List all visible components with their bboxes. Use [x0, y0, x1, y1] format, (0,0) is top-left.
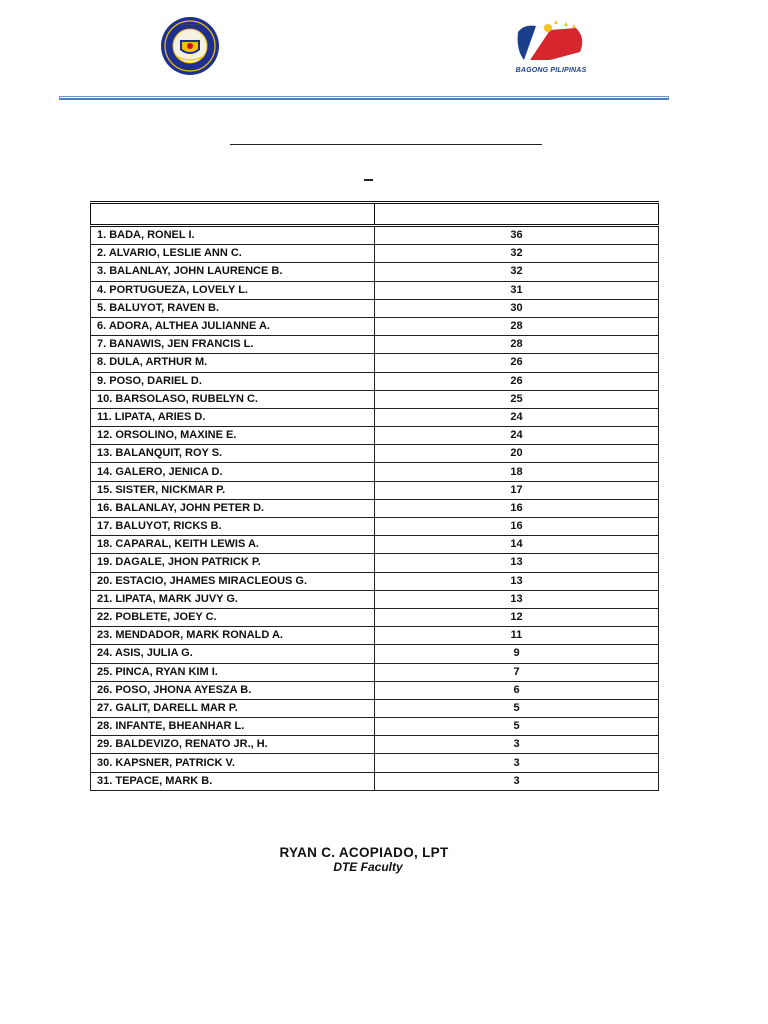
student-name: 4. PORTUGUEZA, LOVELY L.: [91, 281, 375, 299]
table-row: [91, 427, 659, 445]
table-row: [91, 681, 659, 699]
student-name: 10. BARSOLASO, RUBELYN C.: [91, 390, 375, 408]
student-name: 24. ASIS, JULIA G.: [91, 645, 375, 663]
table-row: [91, 463, 659, 481]
table-row: [91, 408, 659, 426]
table-row: [91, 554, 659, 572]
table-row: [91, 299, 659, 317]
student-score: 7: [375, 663, 659, 681]
student-score: 13: [375, 572, 659, 590]
student-score: 13: [375, 590, 659, 608]
student-score: 25: [375, 390, 659, 408]
student-name: 3. BALANLAY, JOHN LAURENCE B.: [91, 263, 375, 281]
table-row: [91, 354, 659, 372]
table-row: [91, 245, 659, 263]
table-row: [91, 772, 659, 790]
bagong-pilipinas-logo: [510, 20, 592, 74]
student-score: 18: [375, 463, 659, 481]
student-name: 13. BALANQUIT, ROY S.: [91, 445, 375, 463]
student-score: 9: [375, 645, 659, 663]
student-name: 31. TEPACE, MARK B.: [91, 772, 375, 790]
student-name: 6. ADORA, ALTHEA JULIANNE A.: [91, 317, 375, 335]
student-score: 36: [375, 226, 659, 245]
student-score: 28: [375, 336, 659, 354]
student-score: 24: [375, 408, 659, 426]
student-name: 21. LIPATA, MARK JUVY G.: [91, 590, 375, 608]
table-row: [91, 536, 659, 554]
student-name: 12. ORSOLINO, MAXINE E.: [91, 427, 375, 445]
table-row: [91, 518, 659, 536]
student-score: 11: [375, 627, 659, 645]
table-row: [91, 608, 659, 626]
student-name: 18. CAPARAL, KEITH LEWIS A.: [91, 536, 375, 554]
table-row: [91, 372, 659, 390]
student-name: 5. BALUYOT, RAVEN B.: [91, 299, 375, 317]
student-score: 3: [375, 736, 659, 754]
score-table: [90, 201, 659, 791]
header-cell-name: [91, 203, 375, 226]
table-row: [91, 499, 659, 517]
table-body: [91, 226, 659, 791]
svg-text:· · · · · · · ·: · · · · · · · ·: [180, 22, 200, 27]
student-score: 14: [375, 536, 659, 554]
student-score: 31: [375, 281, 659, 299]
header-cell-score: [375, 203, 659, 226]
table-row: [91, 336, 659, 354]
student-name: 2. ALVARIO, LESLIE ANN C.: [91, 245, 375, 263]
student-score: 3: [375, 754, 659, 772]
student-score: 5: [375, 718, 659, 736]
student-score: 26: [375, 354, 659, 372]
table-row: [91, 754, 659, 772]
table-row: [91, 445, 659, 463]
student-name: 26. POSO, JHONA AYESZA B.: [91, 681, 375, 699]
subtitle-dash: [364, 179, 373, 181]
student-score: 12: [375, 608, 659, 626]
table-row: [91, 226, 659, 245]
student-score: 17: [375, 481, 659, 499]
table-row: [91, 645, 659, 663]
header-divider: [59, 96, 669, 100]
table-row: [91, 627, 659, 645]
table-row: [91, 481, 659, 499]
student-score: 16: [375, 518, 659, 536]
table-row: [91, 590, 659, 608]
student-name: 28. INFANTE, BHEANHAR L.: [91, 718, 375, 736]
student-name: 1. BADA, RONEL I.: [91, 226, 375, 245]
student-score: 26: [375, 372, 659, 390]
table-row: [91, 317, 659, 335]
student-name: 25. PINCA, RYAN KIM I.: [91, 663, 375, 681]
student-name: 23. MENDADOR, MARK RONALD A.: [91, 627, 375, 645]
table-row: [91, 718, 659, 736]
student-name: 30. KAPSNER, PATRICK V.: [91, 754, 375, 772]
student-score: 16: [375, 499, 659, 517]
bagong-pilipinas-caption: BAGONG PILIPINAS: [515, 67, 587, 74]
student-name: 17. BALUYOT, RICKS B.: [91, 518, 375, 536]
table-header-row: [91, 203, 659, 226]
student-score: 3: [375, 772, 659, 790]
table-row: [91, 572, 659, 590]
student-name: 20. ESTACIO, JHAMES MIRACLEOUS G.: [91, 572, 375, 590]
student-score: 6: [375, 681, 659, 699]
table-row: [91, 263, 659, 281]
student-name: 27. GALIT, DARELL MAR P.: [91, 699, 375, 717]
student-score: 20: [375, 445, 659, 463]
student-score: 5: [375, 699, 659, 717]
student-name: 11. LIPATA, ARIES D.: [91, 408, 375, 426]
student-name: 19. DAGALE, JHON PATRICK P.: [91, 554, 375, 572]
student-score: 28: [375, 317, 659, 335]
student-name: 9. POSO, DARIEL D.: [91, 372, 375, 390]
title-underline: [230, 144, 542, 145]
student-name: 15. SISTER, NICKMAR P.: [91, 481, 375, 499]
table-row: [91, 699, 659, 717]
student-name: 8. DULA, ARTHUR M.: [91, 354, 375, 372]
table-row: [91, 390, 659, 408]
student-score: 13: [375, 554, 659, 572]
table-row: [91, 281, 659, 299]
university-seal-logo: [154, 16, 226, 76]
student-score: 32: [375, 263, 659, 281]
student-score: 32: [375, 245, 659, 263]
student-name: 16. BALANLAY, JOHN PETER D.: [91, 499, 375, 517]
table-row: [91, 736, 659, 754]
signatory-name: RYAN C. ACOPIADO, LPT: [279, 845, 449, 860]
student-name: 29. BALDEVIZO, RENATO JR., H.: [91, 736, 375, 754]
student-score: 30: [375, 299, 659, 317]
student-name: 14. GALERO, JENICA D.: [91, 463, 375, 481]
student-name: 7. BANAWIS, JEN FRANCIS L.: [91, 336, 375, 354]
signatory-role: DTE Faculty: [333, 860, 403, 874]
student-score: 24: [375, 427, 659, 445]
student-name: 22. POBLETE, JOEY C.: [91, 608, 375, 626]
table-row: [91, 663, 659, 681]
